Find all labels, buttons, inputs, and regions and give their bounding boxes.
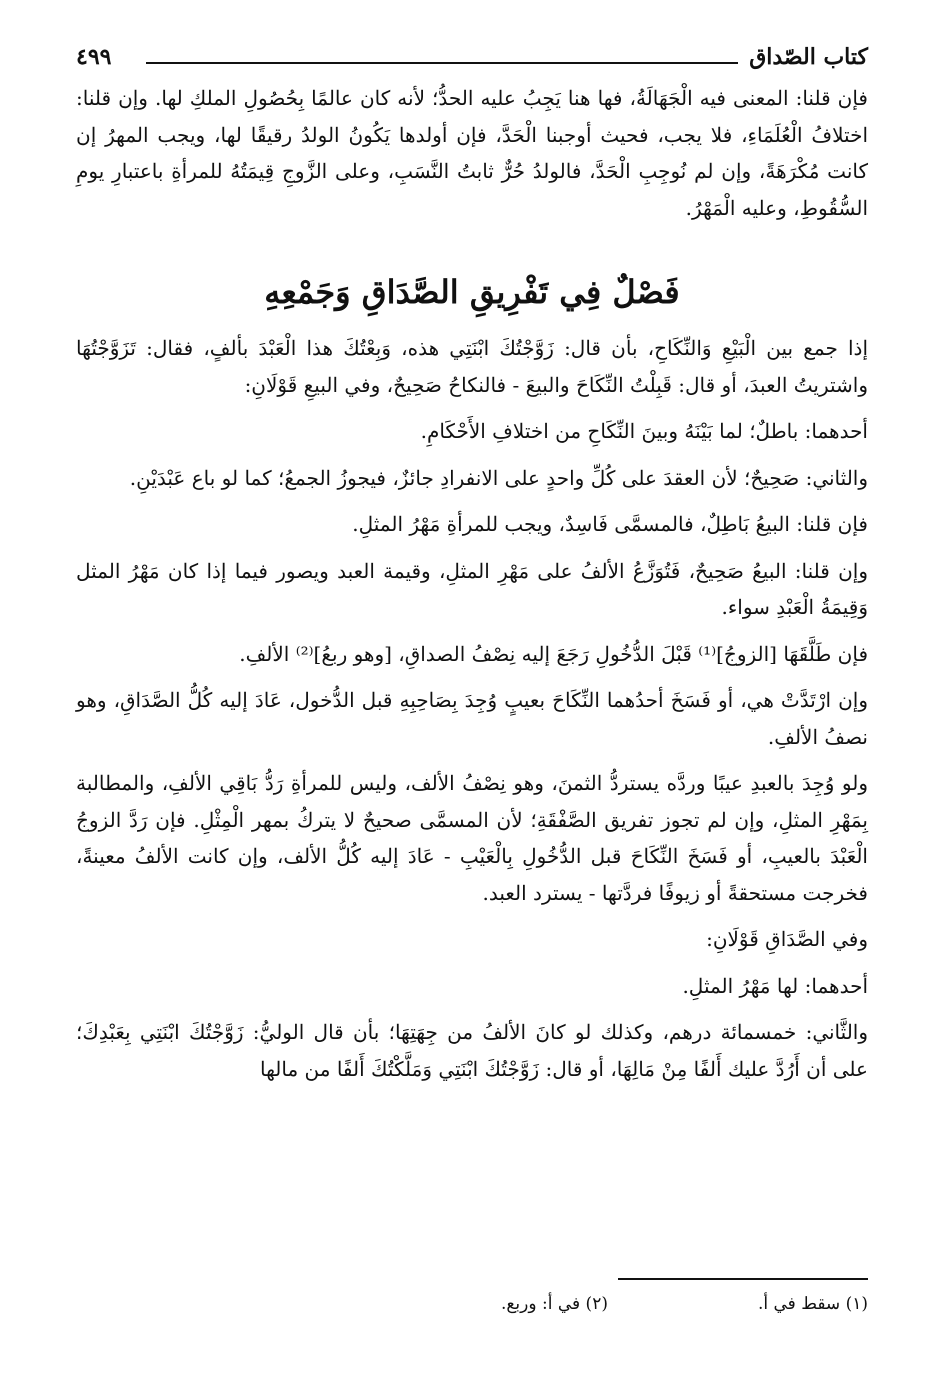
- body-text: [76, 80, 868, 1087]
- paragraph: وإن قلنا: البيعُ صَحِيحٌ، فَتُوَزَّعُ الألفُ على مَهْرِ المثلِ، وقيمة العبد ويصور فيما إذا كان مَهْرُ المثل وَقِيمَةُ الْعَبْدِ سواء.: [76, 558, 868, 619]
- paragraph: إذا جمع بين الْبَيْعِ وَالنِّكَاحِ، بأن قال: زَوَّجْتُكَ ابْنَتِي هذه، وَبِعْتُكَ هذا الْعَبْدَ بألفٍ، فقال: تَزَوَّجْتُهَا واشتريتُ العبدَ، أو قال: قَبِلْتُ النِّكَاحَ والبيعَ - فالنكاحُ صَحِيحٌ، وفي البيعِ قَوْلَانِ:: [76, 336, 868, 397]
- paragraph: أحدهما: باطلٌ؛ لما بَيْنَهُ وبينَ النِّكَاحِ من اختلافِ الأَحْكَامِ.: [420, 419, 868, 443]
- paragraph: فإن قلنا: البيعُ بَاطِلٌ، فالمسمَّى فَاسِدٌ، ويجب للمرأةِ مَهْرُ المثلِ.: [352, 512, 868, 536]
- paragraph: فإن طَلَّقَهَا [الزوجُ]⁽¹⁾ قَبْلَ الدُّخُولِ رَجَعَ إليه نِصْفُ الصداقِ، [وهو ربعُ]⁽²⁾ الألفِ.: [239, 641, 868, 666]
- page-number: ٤٩٩: [76, 44, 112, 70]
- paragraph: ولو وُجِدَ بالعبدِ عيبًا وردَّه يستردُّ الثمنَ، وهو نِصْفُ الألف، وليس للمرأةِ رَدُّ بَاقِي الألفِ، والمطالبة بِمَهْرِ المثلِ، وإن لم تجوز تفريق الصَّفْقَةِ؛ لأن المسمَّى صحيحٌ لا يتركُ بمهر الْمِثْلِ. فإن رَدَّ الزوجُ الْعَبْدَ بالعيبِ، أو فَسَخَ النِّكَاحَ قبل الدُّخُولِ بِالْعَيْبِ - عَادَ إليه كُلُّ الألف، وإن كانت الألفُ معينةً، فخرجت مستحقةً أو زيوفًا فردَّتها - يسترد العبد.: [76, 771, 868, 905]
- paragraph: والثاني: صَحِيحٌ؛ لأن العقدَ على كُلِّ واحدٍ على الانفرادِ جائزٌ، فيجوزُ الجمعُ؛ كما لو باع عَبْدَيْنِ.: [129, 465, 868, 490]
- footnotes: [76, 1278, 868, 1316]
- header-rule: [146, 62, 738, 64]
- paragraph: فإن قلنا: المعنى فيه الْجَهَالَةُ، فها هنا يَجِبُ عليه الحدُّ؛ لأنه كان عالمًا بِحُصُولِ الملكِ لها. وإن قلنا: اختلافُ الْعُلَمَاءِ، فلا يجب، فحيث أوجبنا الْحَدَّ، فإن أولدها يَكُونُ الولدُ رقيقًا لها، ويجب المهرُ إن كانت مُكْرَهَةً، وإن لم نُوجِبِ الْحَدَّ، فالولدُ حُرٌّ ثابتُ النَّسَبِ، وعلى الزَّوجِ قِيمَتُهُ للمرأةِ باعتبارِ يومِ السُّقُوطِ، وعليه الْمَهْرُ.: [76, 86, 868, 220]
- paragraph: وإن ارْتَدَّتْ هي، أو فَسَخَ أحدُهما النِّكَاحَ بعيبٍ وُجِدَ بِصَاحِبِهِ قبل الدُّخول، عَادَ إليه كُلُّ الصَّدَاقِ، وهو نصفُ الألفِ.: [76, 688, 868, 749]
- paragraph: والثَّاني: خمسمائة درهم، وكذلك لو كانَ الألفُ من جِهَتِهَا؛ بأن قال الوليُّ: زَوَّجْتُكَ ابْنَتِي بِعَبْدِكَ؛ على أن أَرُدَّ عليك أَلفًا مِنْ مَالِهَا، أو قال: زَوَّجْتُكَ ابْنَتِي وَمَلَّكْتُكَ أَلفًا من مالها: [76, 1020, 868, 1081]
- paragraph: أحدهما: لها مَهْرُ المثلِ.: [682, 973, 868, 998]
- footnote-2: (٢) في أ: وربع.: [500, 1294, 608, 1314]
- section-heading: فَصْلٌ فِي تَفْرِيقِ الصَّدَاقِ وَجَمْعِهِ: [264, 273, 680, 311]
- book-title: كتاب الصّداق: [749, 44, 868, 70]
- footnote-row: [76, 1292, 868, 1316]
- document-page: [76, 40, 868, 1340]
- paragraph: وفي الصَّدَاقِ قَوْلَانِ:: [706, 927, 868, 951]
- footnote-1: (١) سقط في أ.: [757, 1294, 868, 1314]
- footnote-rule: [618, 1278, 868, 1280]
- running-head: [76, 40, 868, 80]
